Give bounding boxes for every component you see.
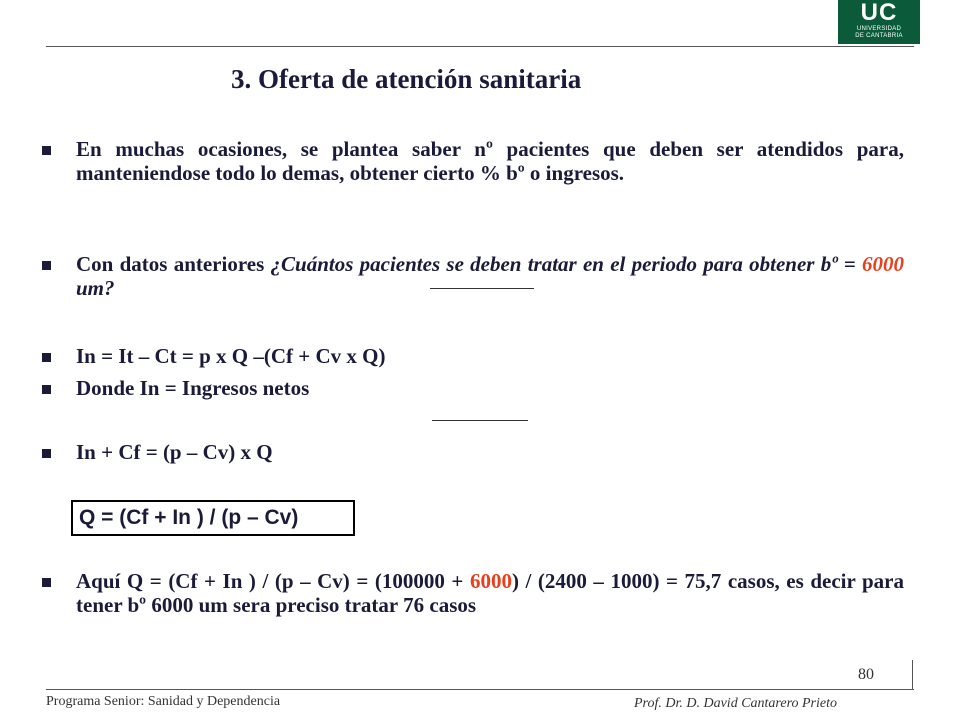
header-divider	[46, 46, 914, 47]
bullet-2-question: ¿Cuántos pacientes se deben tratar en el periodo para obtener bº =	[270, 252, 862, 276]
bullet-2-question-end: um?	[76, 276, 115, 300]
bullet-marker	[42, 385, 51, 394]
bullet-marker	[42, 449, 51, 458]
bullet-text-4: Donde In = Ingresos netos	[76, 376, 310, 400]
bullet-2-lead: Con datos anteriores	[76, 252, 271, 276]
bullet-marker	[42, 261, 51, 270]
bullet-6-pre: Aquí Q = (Cf + In ) / (p – Cv) = (100000 +	[76, 569, 470, 593]
underline-decoration	[432, 420, 528, 421]
bullet-text-5: In + Cf = (p – Cv) x Q	[76, 440, 273, 464]
bullet-2-value: 6000	[861, 252, 904, 276]
bullet-marker	[42, 353, 51, 362]
bullet-marker	[42, 146, 51, 155]
logo-mark: UC	[860, 0, 898, 26]
bullet-text-1: En muchas ocasiones, se plantea saber nº pacientes que deben ser atendidos para, manteniendose todo lo demas, obtener cierto % bº o ingresos.	[76, 137, 904, 185]
underline-decoration	[430, 288, 534, 289]
footer-divider	[46, 689, 914, 690]
footer-program: Programa Senior: Sanidad y Dependencia	[46, 694, 281, 709]
bullet-6-post: ) / (2400 – 1000) = 75,7 casos, es decir para tener bº 6000 um sera preciso tratar 76 casos	[76, 569, 904, 617]
footer-author: Prof. Dr. D. David Cantarero Prieto	[634, 696, 837, 711]
footer-vertical-divider	[912, 660, 913, 690]
logo-line-2: DE CANTABRIA	[855, 33, 903, 39]
logo-line-1: UNIVERSIDAD	[856, 26, 902, 32]
bullet-text-6	[76, 569, 904, 617]
bullet-text-3: In = It – Ct = p x Q –(Cf + Cv x Q)	[76, 344, 386, 368]
university-logo	[838, 0, 920, 44]
bullet-6-value: 6000	[469, 569, 512, 593]
bullet-text-2	[76, 252, 904, 300]
bullet-marker	[42, 578, 51, 587]
page-number: 80	[858, 666, 874, 683]
formula-box: Q = (Cf + In ) / (p – Cv)	[71, 500, 355, 536]
slide-title: 3. Oferta de atención sanitaria	[231, 64, 582, 94]
